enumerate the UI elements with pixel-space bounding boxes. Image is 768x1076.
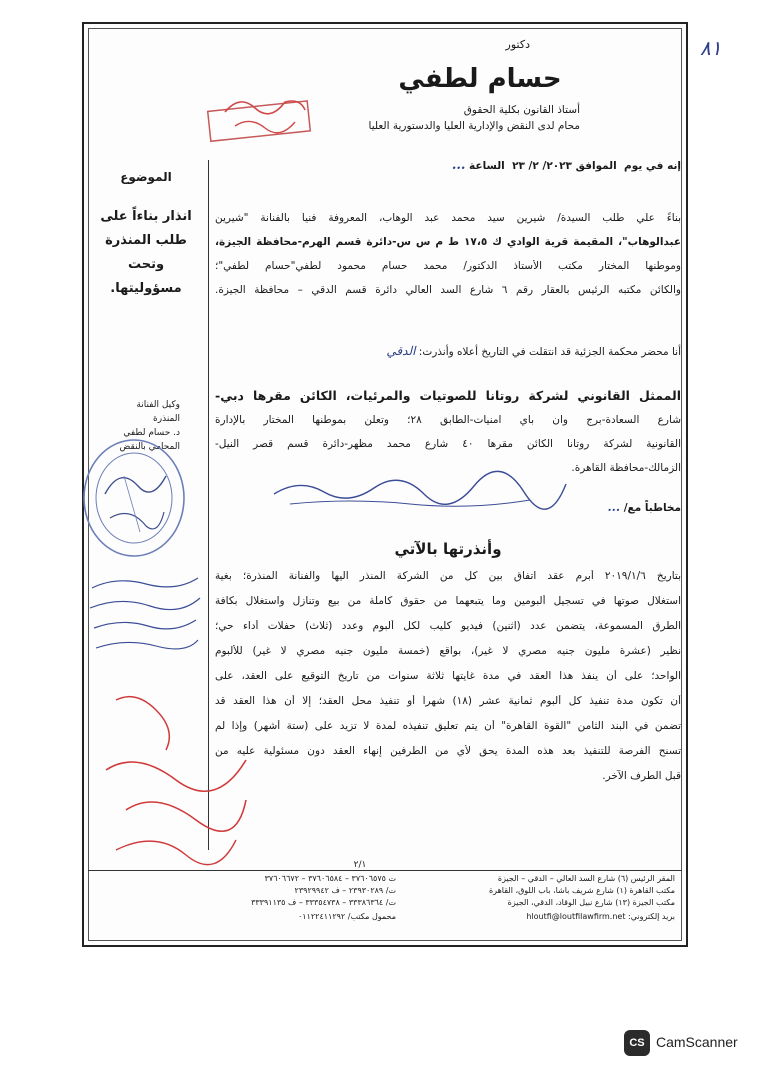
date-line: [215, 158, 681, 173]
paragraph-line-1: بتاريخ ٢٠١٩/١/٦ أبرم عقد اتفاق بين كل من الشركة المنذر اليها والفنانة المنذرة؛ بغية: [215, 570, 681, 582]
date-line-intro: إنه في يوم: [624, 160, 681, 172]
paragraph-line-5: الواحد؛ على أن ينفذ هذا العقد في مدة غايتها ثلاثة سنوات من تاريخ التوقيع على العقد، على: [215, 670, 681, 682]
notice-heading: وأنذرتها بالآتي: [394, 540, 502, 558]
margin-handwriting-blue: [86, 568, 204, 658]
body-line-2: عبدالوهاب"، المقيمة قرية الوادي ك ١٧،٥ ط م س س-دائرة قسم الهرم-محافظة الجيزة،: [215, 236, 681, 248]
footer-rule: [88, 870, 682, 871]
body-line-6: الممثل القانوني لشركة روتانا للصوتيات والمرئيات، الكائن مقرها دبي-: [215, 388, 681, 403]
handwritten-number: ٨١: [700, 36, 722, 60]
header-title-small: دكتور: [505, 38, 530, 51]
handwritten-signed-with: ...: [607, 500, 621, 514]
bailiff-intro: أنا محضر محكمة الجزئية قد انتقلت في التاريخ أعلاه وأنذرت:: [418, 346, 681, 358]
subject-line: طلب المنذرة: [105, 233, 187, 248]
subject-line: وتحت: [127, 257, 165, 272]
subject-line: انذار بناءاً على: [100, 209, 192, 224]
camscanner-icon: CS: [624, 1030, 650, 1056]
paragraph-line-6: أن تكون مدة تنفيذ كل ألبوم ثمانية عشر (١٨) شهراً أو تنفيذ محل العقد؛ إلا أن هذا العقد قد: [215, 695, 681, 707]
body-line-8: القانونية لشركة روتانا الكائن مقرها ٤٠ شارع محمد مظهر-دائرة قسم قصر النيل-: [215, 438, 681, 450]
subject-line: مسؤوليتها.: [110, 281, 182, 296]
page-number: ٢/١: [353, 860, 367, 870]
body-line-9: الزمالك-محافظة القاهرة.: [571, 462, 681, 474]
paragraph-line-9: قبل الطرف الآخر.: [602, 770, 681, 782]
footer-mobile: محمول مكتب/ ٠١١٢٢٤١١٢٩٢: [297, 912, 396, 921]
footer-phone-1: ت ٣٧٦٠٦٥٧٥ – ٣٧٦٠٦٥٨٤ – ٣٧٦٠٦٦٧٢: [264, 874, 396, 883]
agent-line: د. حسام لطفي: [123, 428, 180, 438]
subject-text: [90, 205, 202, 301]
date-line-hour: الساعة: [469, 160, 505, 172]
footer-phone-2: ت/ ٢٣٩٣٠٢٨٩ – ف ٢٣٩٢٩٩٤٢: [294, 886, 396, 895]
paragraph-line-4: نظير (عشرة مليون جنيه مصري لا غير)، بواقع (خمسة مليون جنيه مصري لا غير) للألبوم: [215, 645, 681, 657]
subject-label: الموضوع: [120, 170, 172, 184]
camscanner-badge: [624, 1030, 754, 1056]
paragraph-line-7: تضمن في البند الثامن "القوة القاهرة" أن يتم تعليق تنفيذه لمدة لا تزيد على (ستة أشهر) وإذا لم: [215, 720, 681, 732]
header-name: حسام لطفي: [398, 64, 562, 94]
body-line-7: شارع السعادة-برج وان باي امنيات-الطابق ٢٨؛ وتعلن بموطنها المختار بالإدارة: [215, 414, 681, 426]
header-line-2: محام لدى النقض والإدارية العليا والدستورية العليا: [368, 120, 580, 132]
camscanner-label: CamScanner: [656, 1034, 738, 1050]
agent-line: وكيل الفنانة المنذرة: [136, 400, 180, 424]
paragraph-line-8: تسنح الفرصة للتنفيذ بعد هذه المدة يحق لأي من الطرفين إنهاء العقد دون مسئولية عليه من: [215, 745, 681, 757]
body-line-4: والكائن مكتبه الرئيس بالعقار رقم ٦ شارع السد العالي دائرة قسم الدقي – محافظة الجيزة.: [215, 284, 681, 296]
handwritten-court: الدقي: [386, 344, 416, 358]
footer-address-2: مكتب القاهرة (١) شارع شريف باشا، باب اللوق، القاهرة: [488, 886, 675, 895]
body-line-5: [215, 344, 681, 358]
footer-address-3: مكتب الجيزة (١٣) شارع نبيل الوقاد، الدقي، الجيزة: [507, 898, 675, 907]
footer-address-1: المقر الرئيس (٦) شارع السد العالي – الدقي – الجيزة: [497, 874, 675, 883]
header-line-1: أستاذ القانون بكلية الحقوق: [463, 104, 580, 116]
footer-phone-3: ت/ ٣٣٣٨٦٣٦٤ – ٣٣٣٥٤٧٣٨ – ف ٣٣٣٩١١٣٥: [251, 898, 396, 907]
handwritten-hour: ...: [451, 158, 466, 173]
agent-line: المحامي بالنقض: [119, 442, 180, 452]
body-line-10: [215, 500, 681, 514]
body-line-1: بناءً علي طلب السيدة/ شيرين سيد محمد عبد الوهاب، المعروفة فنياً بالفنانة "شيرين: [215, 212, 681, 224]
date-line-agreed: الموافق ٢٠٢٣/ ٢/ ٢٣: [512, 160, 617, 172]
addressed-with: مخاطباً مع/: [623, 502, 681, 514]
footer-email: بريد إلكتروني: hloutfi@loutfilawfirm.net: [526, 912, 675, 921]
red-stamp-rectangle: [205, 92, 315, 144]
round-seal-stamp: [80, 436, 188, 576]
paragraph-line-2: استغلال صوتها في تسجيل ألبومين وما يتبعهما من حقوق كاملة من بيع وتنازل واستغلال بكافة: [215, 595, 681, 607]
body-line-3: وموطنها المختار مكتب الأستاذ الدكتور/ محمد حسام محمود لطفي"حسام لطفي"؛: [215, 260, 681, 272]
paragraph-line-3: الطرق المسموعة، يتضمن عدد (اثنين) فيديو كليب لكل ألبوم وعدد (ثلاث) حفلات أداء حي؛: [215, 620, 681, 632]
